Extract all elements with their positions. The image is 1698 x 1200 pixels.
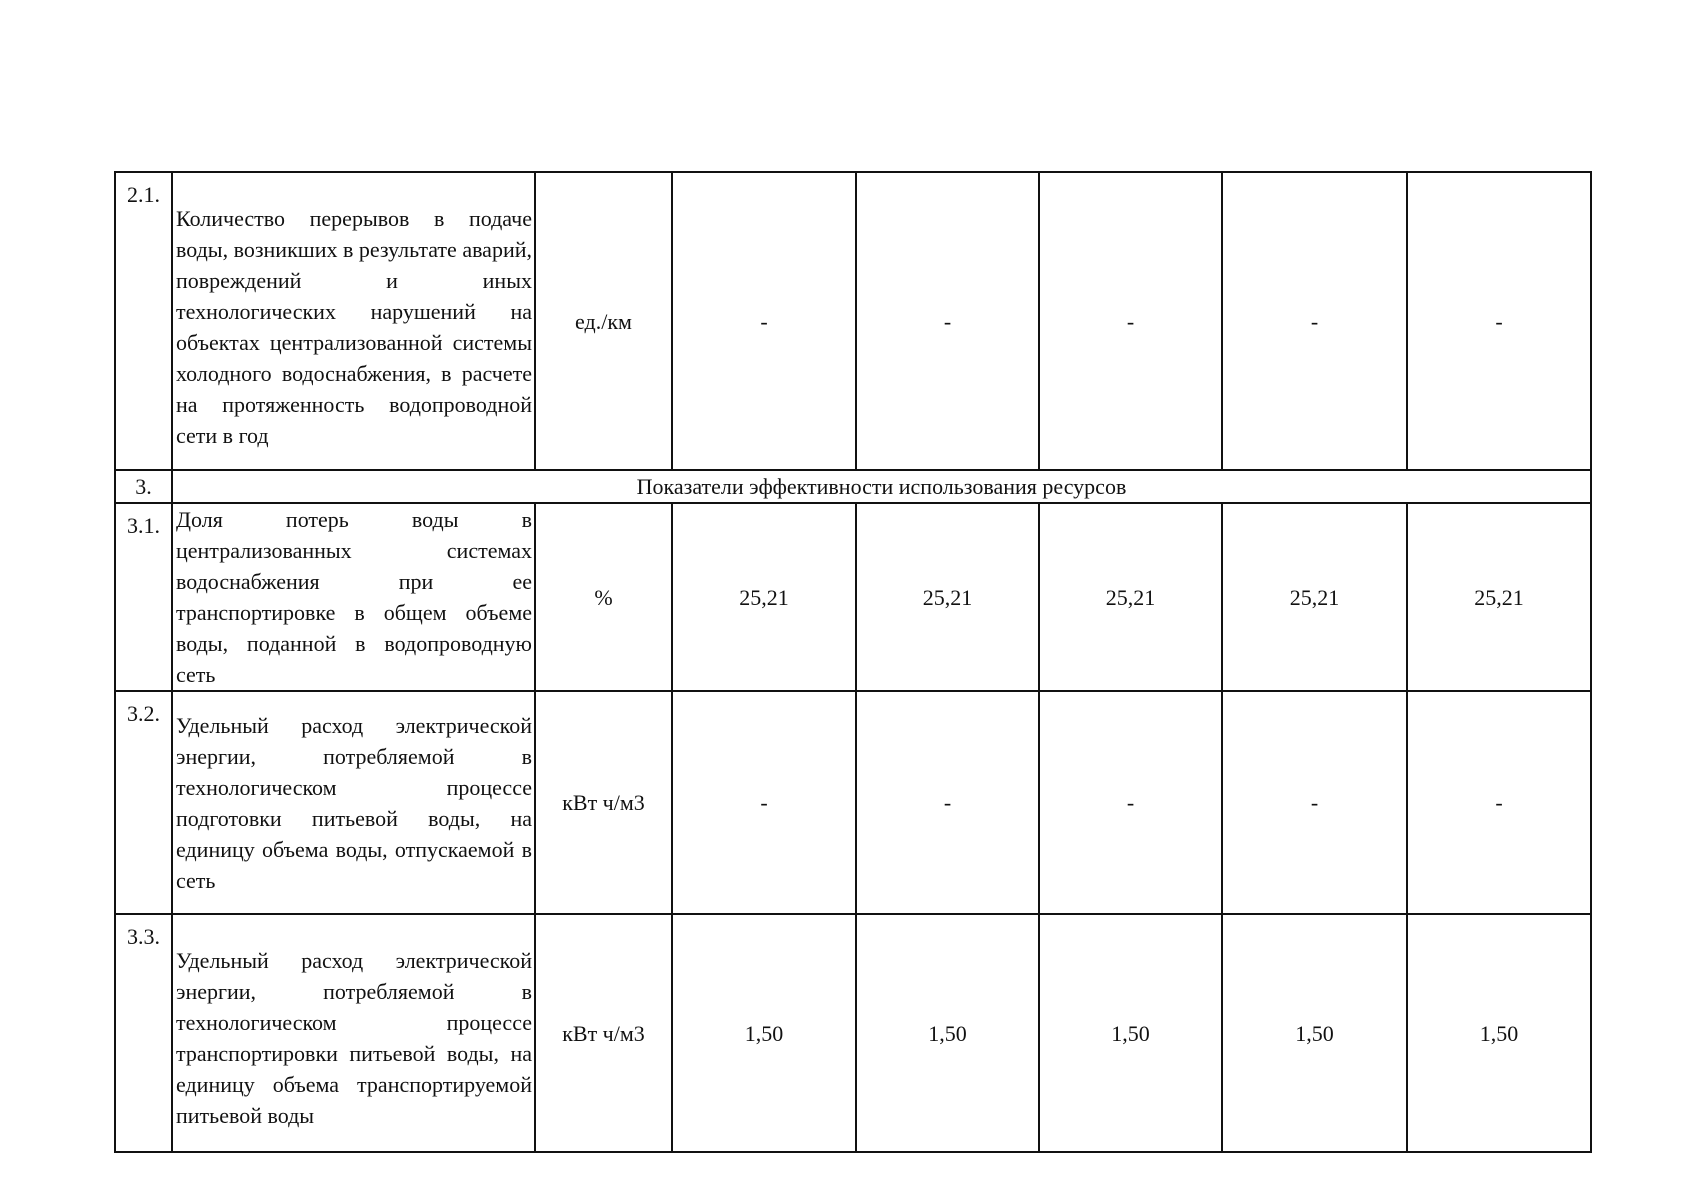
unit-cell: кВт ч/м3: [535, 914, 672, 1152]
value-cell: 1,50: [1039, 914, 1222, 1152]
indicator-description: Удельный расход электрической энергии, потребляемой в технологическом процессе подготовки питьевой воды, на единицу объема воды, отпускаемой в сеть: [172, 691, 535, 914]
section-title: Показатели эффективности использования ресурсов: [172, 470, 1591, 503]
unit-cell: %: [535, 503, 672, 691]
value-cell: 25,21: [856, 503, 1039, 691]
value-cell: -: [856, 172, 1039, 470]
unit-cell: кВт ч/м3: [535, 691, 672, 914]
value-cell: -: [1039, 691, 1222, 914]
unit-cell: ед./км: [535, 172, 672, 470]
value-cell: 1,50: [1222, 914, 1407, 1152]
value-cell: -: [1407, 691, 1591, 914]
value-cell: 1,50: [672, 914, 856, 1152]
value-cell: 25,21: [1039, 503, 1222, 691]
table-row: [115, 914, 1591, 1152]
value-cell: 25,21: [1407, 503, 1591, 691]
indicator-description: Удельный расход электрической энергии, потребляемой в технологическом процессе транспортировки питьевой воды, на единицу объема транспортируемой питьевой воды: [172, 914, 535, 1152]
row-number: 3.1.: [115, 503, 172, 691]
table-row: [115, 172, 1591, 470]
value-cell: -: [1222, 172, 1407, 470]
value-cell: -: [1222, 691, 1407, 914]
row-number: 3.2.: [115, 691, 172, 914]
table-row: [115, 503, 1591, 691]
value-cell: -: [1039, 172, 1222, 470]
table-row: [115, 691, 1591, 914]
value-cell: 1,50: [1407, 914, 1591, 1152]
value-cell: -: [856, 691, 1039, 914]
indicator-description: Доля потерь воды в централизованных системах водоснабжения при ее транспортировке в общем объеме воды, поданной в водопроводную сеть: [172, 503, 535, 691]
row-number: 3.3.: [115, 914, 172, 1152]
value-cell: -: [1407, 172, 1591, 470]
indicator-description: Количество перерывов в подаче воды, возникших в результате аварий, повреждений и иных технологических нарушений на объектах централизованной системы холодного водоснабжения, в расчете на протяженность водопроводной сети в год: [172, 172, 535, 470]
section-row: [115, 470, 1591, 503]
value-cell: -: [672, 691, 856, 914]
section-number: 3.: [115, 470, 172, 503]
value-cell: 25,21: [672, 503, 856, 691]
value-cell: 1,50: [856, 914, 1039, 1152]
value-cell: -: [672, 172, 856, 470]
row-number: 2.1.: [115, 172, 172, 470]
indicators-table: [114, 171, 1592, 1153]
value-cell: 25,21: [1222, 503, 1407, 691]
